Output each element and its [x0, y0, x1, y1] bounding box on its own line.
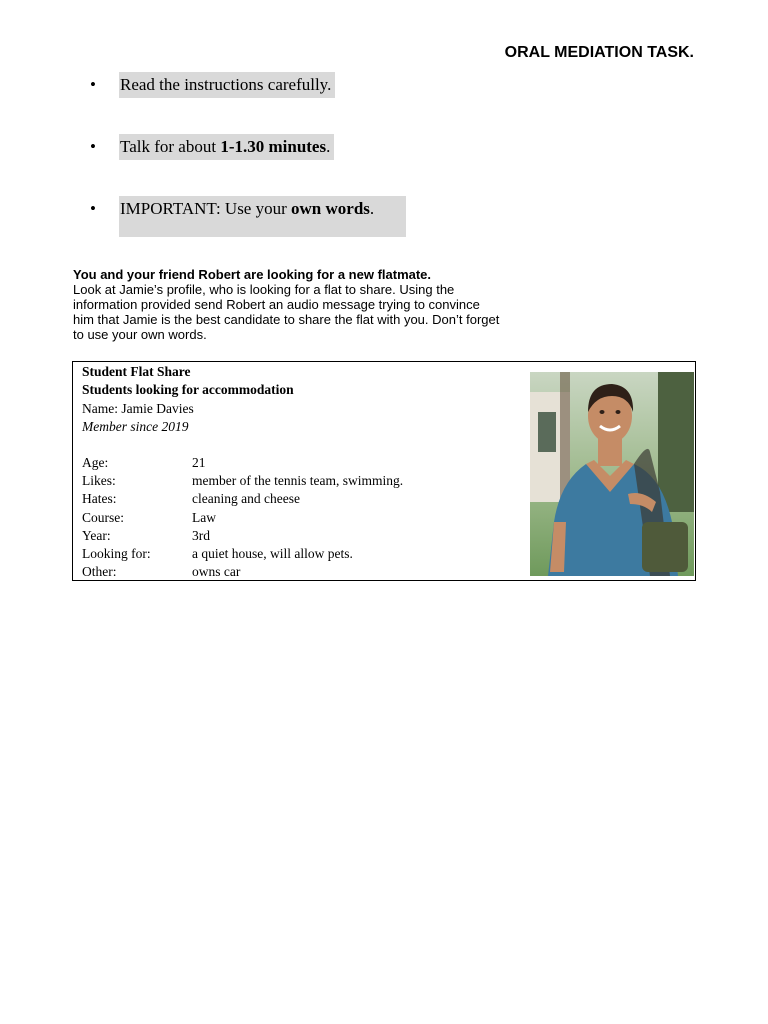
profile-heading: Student Flat Share: [82, 364, 191, 379]
detail-value: 3rd: [192, 527, 210, 543]
task-body: Look at Jamie’s profile, who is looking for a flat to share. Using the information provided send Robert an audio message trying to convince him that Jamie is the best candidate to share the flat with you. Don’t forget to use your own words.: [73, 282, 500, 342]
detail-row: [82, 527, 522, 545]
profile-details: [82, 454, 522, 581]
detail-row: [82, 509, 522, 527]
page-title: ORAL MEDIATION TASK.: [504, 44, 694, 61]
task-description: [73, 267, 503, 342]
instruction-text: IMPORTANT: Use your own words.: [119, 196, 406, 237]
detail-value: cleaning and cheese: [192, 491, 300, 507]
detail-value: Law: [192, 509, 216, 525]
profile-photo: [530, 372, 694, 576]
profile-subheading: Students looking for accommodation: [82, 382, 294, 397]
detail-label: Other:: [82, 564, 117, 580]
detail-row: [82, 490, 522, 508]
profile-member-since: Member since 2019: [82, 419, 189, 434]
instruction-text: Read the instructions carefully.: [119, 72, 335, 98]
detail-label: Age:: [82, 455, 109, 470]
detail-value: owns car: [192, 564, 241, 580]
task-lead: You and your friend Robert are looking for a new flatmate.: [73, 267, 432, 282]
student-portrait-icon: [530, 372, 694, 576]
detail-value: member of the tennis team, swimming.: [192, 473, 404, 489]
bullet-icon: •: [90, 199, 96, 218]
detail-label: Course:: [82, 509, 124, 525]
detail-label: Year:: [82, 527, 111, 543]
detail-label: Likes:: [82, 473, 116, 489]
instruction-text: Talk for about 1-1.30 minutes.: [119, 134, 334, 160]
bullet-icon: •: [90, 137, 96, 156]
detail-label: Looking for:: [82, 545, 151, 561]
detail-row: [82, 454, 522, 472]
detail-value: a quiet house, will allow pets.: [192, 545, 353, 561]
detail-row: [82, 545, 522, 563]
detail-value: 21: [192, 455, 206, 470]
bullet-icon: •: [90, 75, 96, 94]
detail-label: Hates:: [82, 491, 117, 507]
detail-row: [82, 472, 522, 490]
profile-card: [72, 361, 696, 581]
detail-row: [82, 563, 522, 581]
profile-name: Name: Jamie Davies: [82, 401, 194, 416]
